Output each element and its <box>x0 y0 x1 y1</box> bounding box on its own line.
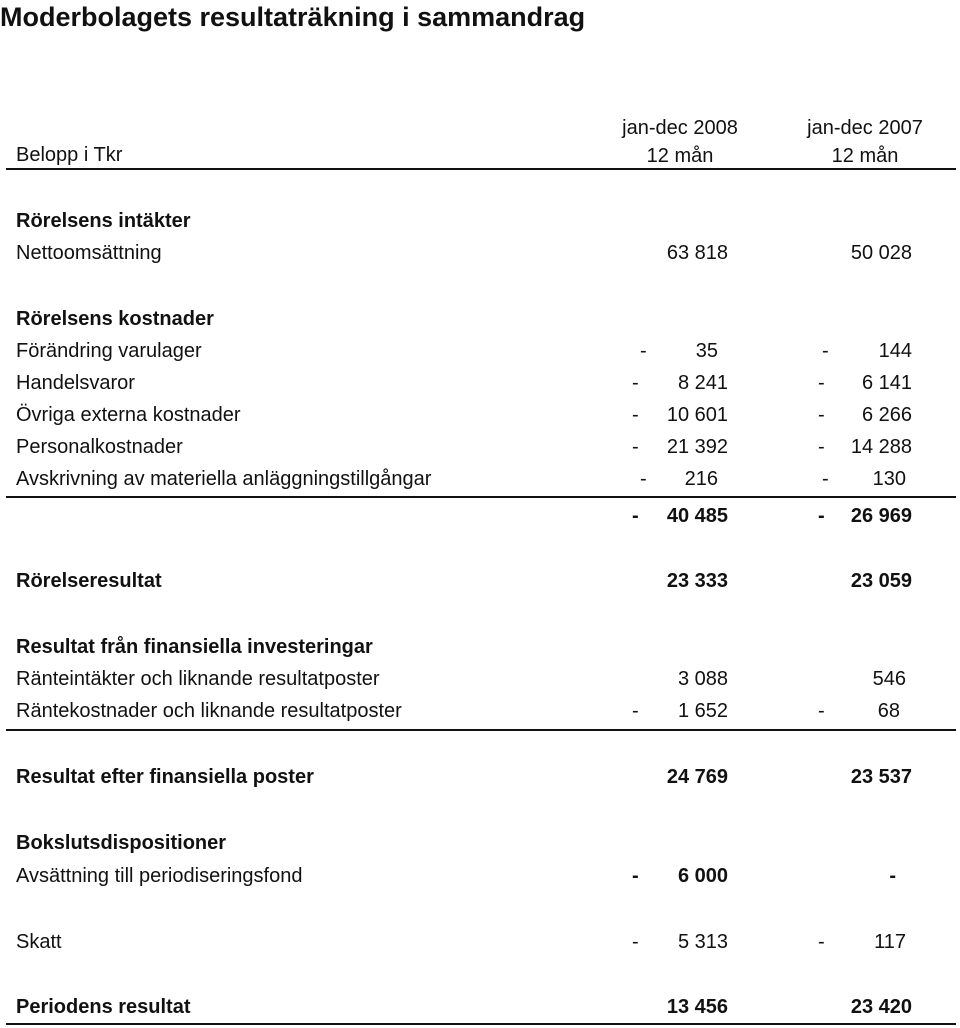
value-2007: 23 420 <box>850 996 912 1018</box>
sign-2008: - <box>632 372 639 394</box>
value-2008: 63 818 <box>666 242 728 264</box>
value-2008: 10 601 <box>666 404 728 426</box>
sign-2007: - <box>818 404 825 426</box>
column-2007-months: 12 mån <box>831 145 899 167</box>
subtotal-rule <box>6 496 956 498</box>
value-2008: 13 456 <box>666 996 728 1018</box>
value-2008: 5 313 <box>677 931 728 953</box>
value-2007: - <box>889 865 896 887</box>
row-label: Skatt <box>16 931 62 953</box>
row-label: Periodens resultat <box>16 996 191 1018</box>
sign-2008: - <box>640 340 647 362</box>
sign-2008: - <box>632 436 639 458</box>
row-label: Ränteintäkter och liknande resultatposter <box>16 668 380 690</box>
sign-2007: - <box>818 436 825 458</box>
table-row-net-sales <box>0 237 960 269</box>
row-label: Personalkostnader <box>16 436 183 458</box>
page-title: Moderbolagets resultaträkning i sammandrag <box>0 2 586 32</box>
sign-2007: - <box>822 468 829 490</box>
sign-2007: - <box>822 340 829 362</box>
row-label: Räntekostnader och liknande resultatposter <box>16 700 402 722</box>
column-2007 <box>785 114 945 170</box>
value-2008: 1 652 <box>677 700 728 722</box>
value-2007: 6 266 <box>861 404 912 426</box>
value-2008: 24 769 <box>666 766 728 788</box>
header-rule <box>6 168 956 170</box>
table-row-period-result <box>0 991 960 1023</box>
sign-2008: - <box>632 865 639 887</box>
section-heading-income <box>0 205 960 237</box>
amount-unit-label: Belopp i Tkr <box>16 144 123 166</box>
sign-2008: - <box>632 505 639 527</box>
row-label: Resultat efter finansiella poster <box>16 766 314 788</box>
table-row-tax <box>0 926 960 958</box>
section-heading-costs <box>0 303 960 335</box>
sign-2008: - <box>632 700 639 722</box>
table-row-cost-subtotal <box>0 500 960 532</box>
table-row-depreciation <box>0 463 960 495</box>
final-rule <box>6 1023 956 1025</box>
table-row-interest-costs <box>0 695 960 727</box>
column-2008-period: jan-dec 2008 <box>622 117 738 139</box>
sign-2008: - <box>640 468 647 490</box>
row-label: Nettoomsättning <box>16 242 162 264</box>
value-2007: 14 288 <box>850 436 912 458</box>
value-2008: 8 241 <box>677 372 728 394</box>
value-2007: 6 141 <box>861 372 912 394</box>
column-2008 <box>600 114 760 170</box>
value-2007: 50 028 <box>850 242 912 264</box>
financial-rule <box>6 729 956 731</box>
table-row-personnel-costs <box>0 431 960 463</box>
row-label: Bokslutsdispositioner <box>16 832 227 854</box>
value-2008: 40 485 <box>666 505 728 527</box>
sign-2008: - <box>632 404 639 426</box>
row-label: Rörelsens kostnader <box>16 308 214 330</box>
column-2008-months: 12 mån <box>646 145 714 167</box>
value-2007: 26 969 <box>850 505 912 527</box>
value-2007: 68 <box>877 700 900 722</box>
value-2007: 144 <box>878 340 912 362</box>
row-label: Förändring varulager <box>16 340 202 362</box>
value-2007: 546 <box>872 668 906 690</box>
table-row-tax-allocation-reserve <box>0 860 960 892</box>
section-heading-appropriations <box>0 827 960 859</box>
value-2008: 35 <box>695 340 718 362</box>
value-2007: 23 537 <box>850 766 912 788</box>
value-2008: 216 <box>684 468 718 490</box>
sign-2007: - <box>818 700 825 722</box>
sign-2007: - <box>818 931 825 953</box>
sign-2007: - <box>818 372 825 394</box>
sign-2008: - <box>632 931 639 953</box>
value-2008: 3 088 <box>677 668 728 690</box>
value-2007: 130 <box>872 468 906 490</box>
table-row-external-costs <box>0 399 960 431</box>
row-label: Handelsvaror <box>16 372 135 394</box>
section-heading-financial <box>0 631 960 663</box>
table-row-goods <box>0 367 960 399</box>
row-label: Resultat från finansiella investeringar <box>16 636 373 658</box>
table-row-result-after-financial <box>0 761 960 793</box>
value-2008: 21 392 <box>666 436 728 458</box>
row-label: Rörelseresultat <box>16 570 162 592</box>
table-row-interest-income <box>0 663 960 695</box>
value-2008: 23 333 <box>666 570 728 592</box>
value-2008: 6 000 <box>677 865 728 887</box>
value-2007: 23 059 <box>850 570 912 592</box>
sign-2007: - <box>818 505 825 527</box>
row-label: Övriga externa kostnader <box>16 404 241 426</box>
column-2007-period: jan-dec 2007 <box>807 117 923 139</box>
row-label: Rörelsens intäkter <box>16 210 191 232</box>
table-row-inventory-change <box>0 335 960 367</box>
column-header <box>0 112 960 172</box>
row-label: Avsättning till periodiseringsfond <box>16 865 303 887</box>
table-row-operating-result <box>0 565 960 597</box>
row-label: Avskrivning av materiella anläggningstillgångar <box>16 468 432 490</box>
value-2007: 117 <box>874 931 906 953</box>
